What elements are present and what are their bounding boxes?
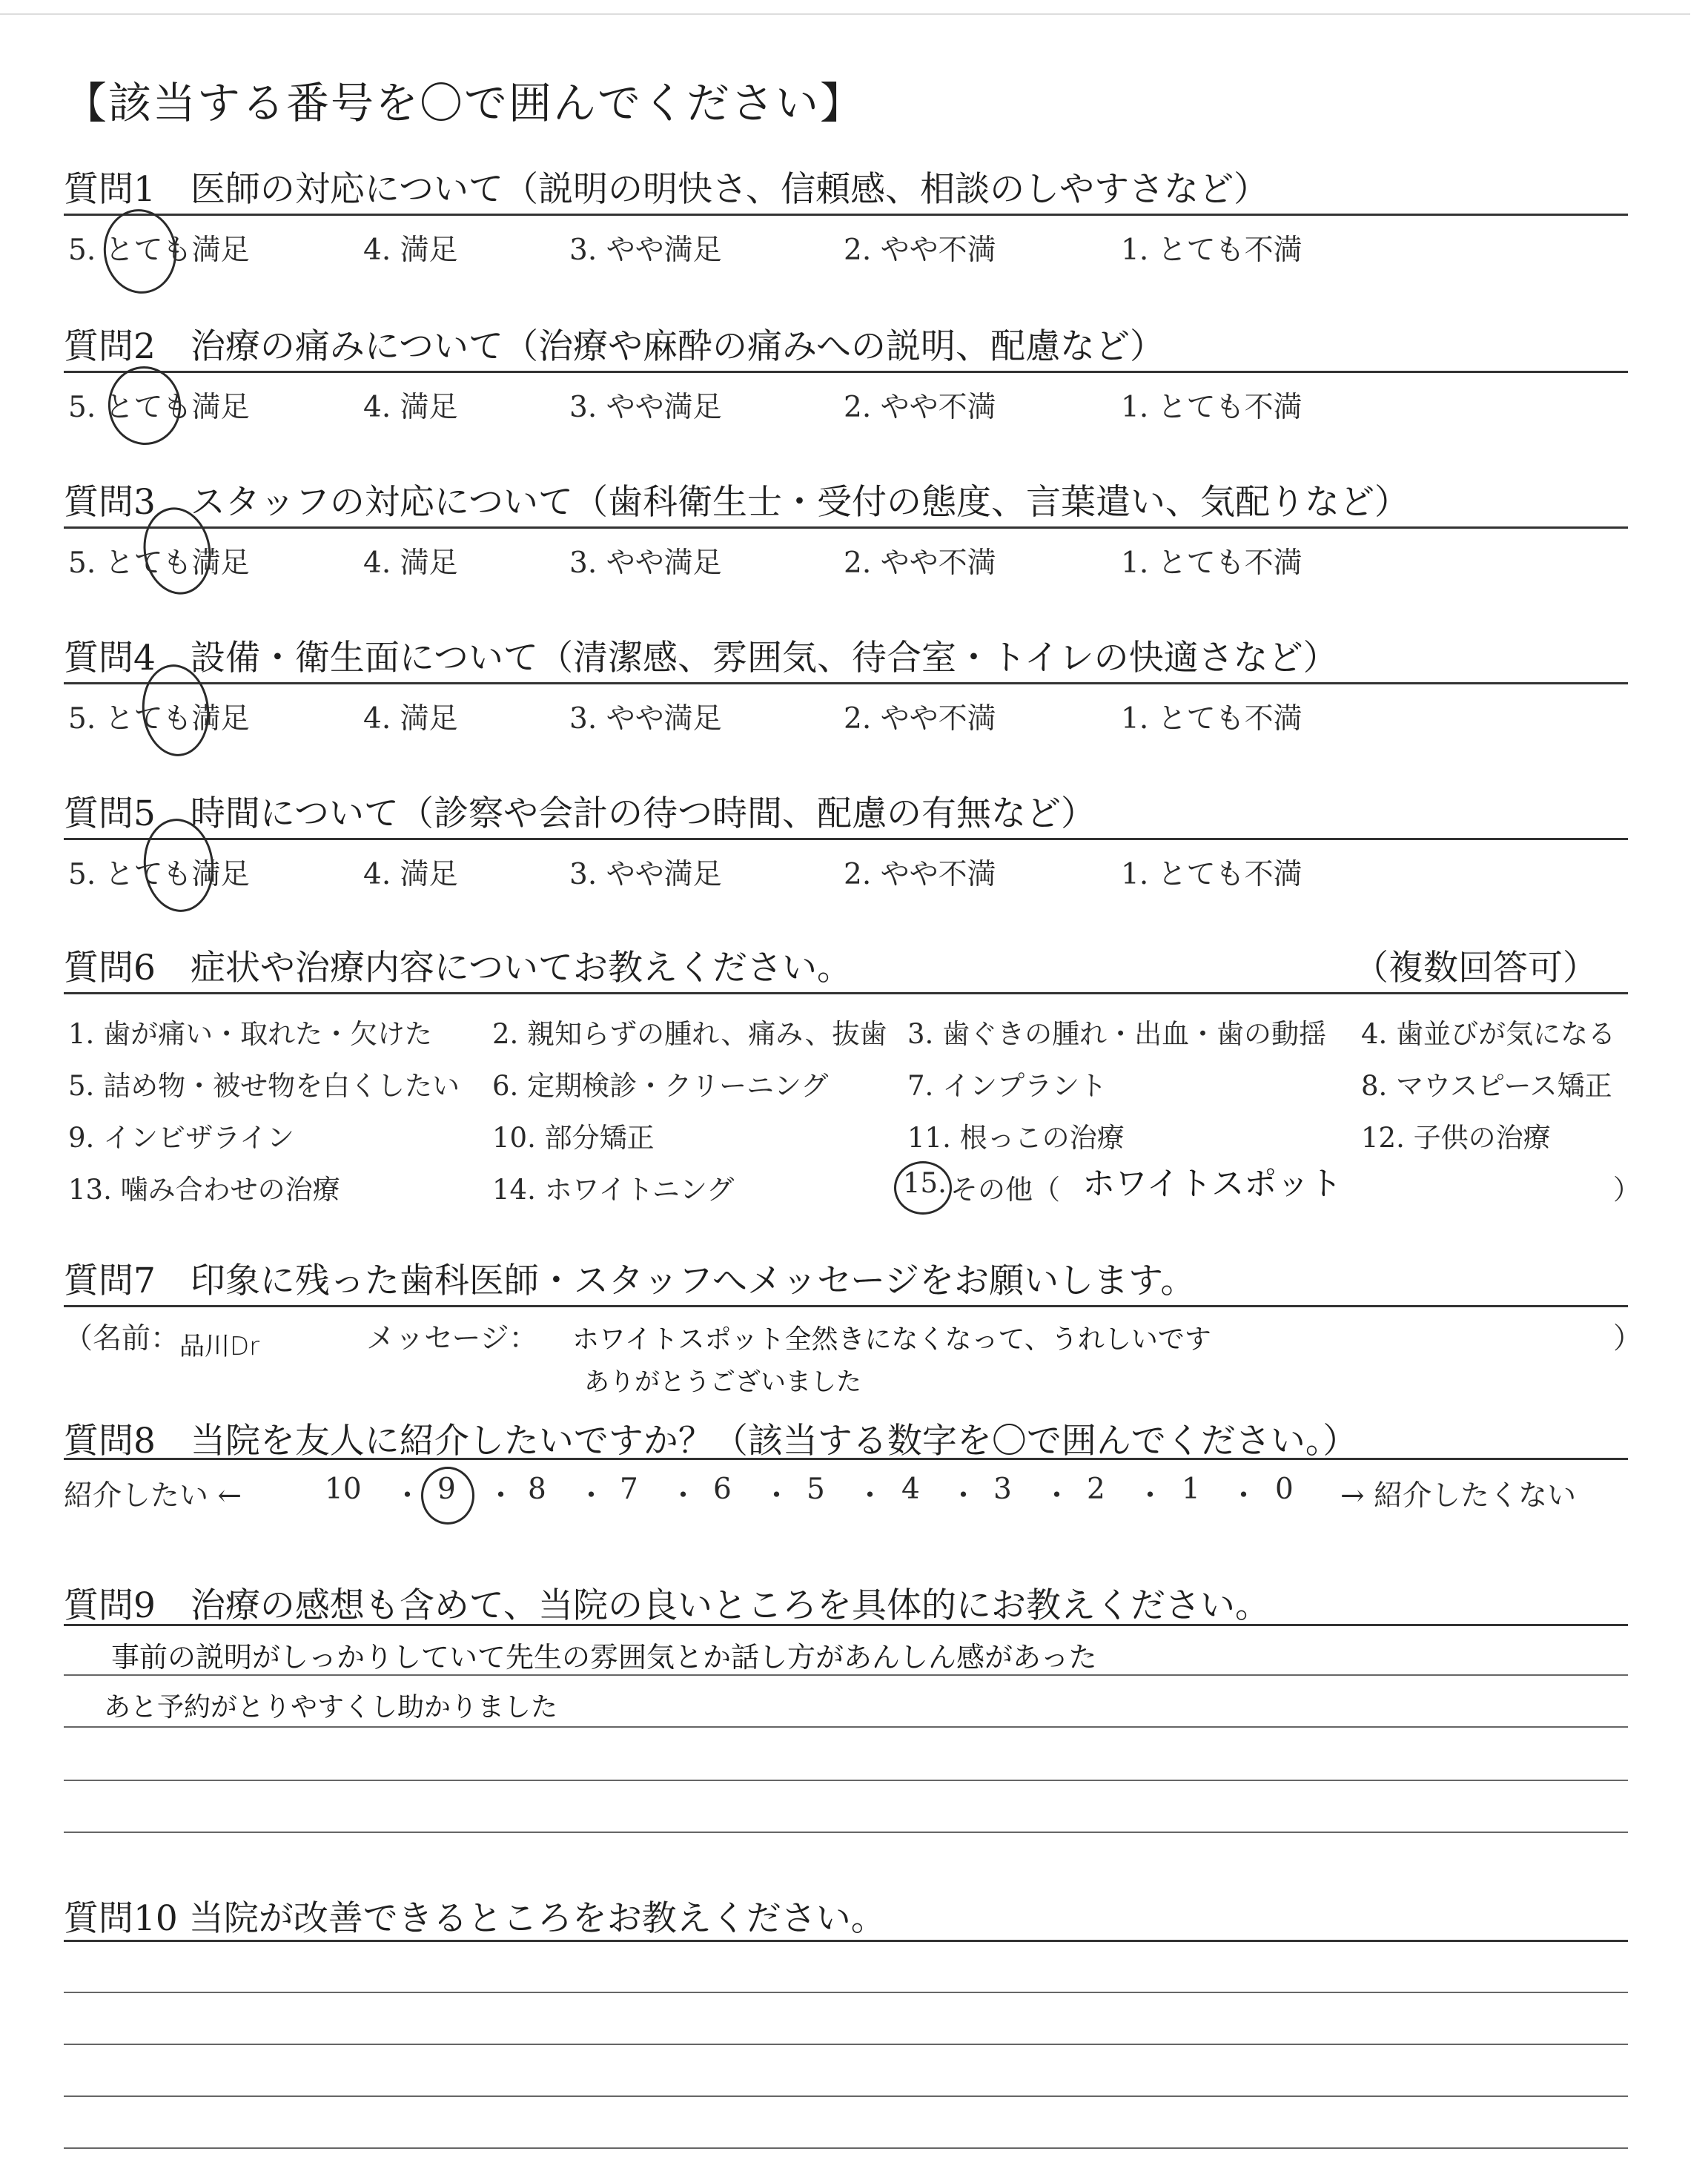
q7-name-written[interactable]: 品川Dr (179, 1332, 260, 1361)
q9-rule (64, 1624, 1628, 1626)
q9-answer-line (64, 1674, 1628, 1676)
q8-dot: ・ (669, 1479, 698, 1513)
q6-option-7[interactable]: 7. インプラント (907, 1070, 1108, 1102)
q6-option-13[interactable]: 13. 噛み合わせの治療 (68, 1174, 340, 1206)
q8-value-8[interactable]: 8 (528, 1473, 546, 1506)
q5-option-5[interactable]: 5. とても満足 (68, 858, 250, 891)
q9-answer-line2[interactable]: あと予約がとりやすくし助かりました (104, 1692, 558, 1723)
q8-value-9[interactable]: 9 (437, 1473, 456, 1506)
q6-option-8[interactable]: 8. マウスピース矯正 (1361, 1070, 1612, 1102)
q5-option-4[interactable]: 4. 満足 (363, 858, 458, 891)
q6-option-6[interactable]: 6. 定期検診・クリーニング (492, 1070, 829, 1102)
q9-answer-line1[interactable]: 事前の説明がしっかりしていて先生の雰囲気とか話し方があんしん感があった (111, 1641, 1097, 1674)
q8-value-10[interactable]: 10 (325, 1473, 362, 1506)
q6-option-15-close: ） (1613, 1174, 1641, 1206)
q4-option-2[interactable]: 2. やや不満 (844, 702, 996, 736)
q10-answer-line (64, 2095, 1628, 2097)
q3-option-5[interactable]: 5. とても満足 (68, 546, 250, 580)
q8-dot: ・ (1136, 1479, 1165, 1513)
q1-option-1[interactable]: 1. とても不満 (1121, 234, 1302, 267)
q6-title: 質問6 症状や治療内容についてお教えください。 (64, 948, 852, 988)
q10-answer-line (64, 1992, 1628, 1993)
q2-option-4[interactable]: 4. 満足 (363, 391, 458, 424)
q6-option-11[interactable]: 11. 根っこの治療 (907, 1122, 1125, 1154)
q6-option-1[interactable]: 1. 歯が痛い・取れた・欠けた (68, 1018, 433, 1050)
q8-right-label: → 紹介したくない (1340, 1479, 1577, 1513)
q4-title: 質問4 設備・衛生面について（清潔感、雰囲気、待合室・トイレの快適さなど） (64, 638, 1338, 678)
q1-rule (64, 214, 1628, 216)
q8-rule (64, 1458, 1628, 1460)
q3-option-4[interactable]: 4. 満足 (363, 546, 458, 580)
q4-option-4[interactable]: 4. 満足 (363, 702, 458, 736)
q5-option-3[interactable]: 3. やや満足 (569, 858, 722, 891)
q6-selection-circle (894, 1161, 952, 1215)
q3-option-2[interactable]: 2. やや不満 (844, 546, 996, 580)
q1-option-2[interactable]: 2. やや不満 (844, 234, 996, 267)
q1-option-4[interactable]: 4. 満足 (363, 234, 458, 267)
q4-option-3[interactable]: 3. やや満足 (569, 702, 722, 736)
q8-title: 質問8 当院を友人に紹介したいですか？（該当する数字を〇で囲んでください。） (64, 1421, 1358, 1462)
q9-answer-line (64, 1780, 1628, 1781)
q8-value-7[interactable]: 7 (620, 1473, 638, 1506)
q6-note: （複数回答可） (1354, 948, 1598, 988)
q5-option-1[interactable]: 1. とても不満 (1121, 858, 1302, 891)
q2-option-1[interactable]: 1. とても不満 (1121, 391, 1302, 424)
page-top-edge (0, 13, 1690, 15)
q6-option-5[interactable]: 5. 詰め物・被せ物を白くしたい (68, 1070, 460, 1102)
q10-answer-line (64, 2147, 1628, 2149)
q7-title: 質問7 印象に残った歯科医師・スタッフへメッセージをお願いします。 (64, 1261, 1196, 1301)
q5-option-2[interactable]: 2. やや不満 (844, 858, 996, 891)
q7-message-line2[interactable]: ありがとうございました (584, 1367, 861, 1397)
q10-rule (64, 1940, 1628, 1942)
q2-option-3[interactable]: 3. やや満足 (569, 391, 722, 424)
q8-dot: ・ (577, 1479, 606, 1513)
q7-message-label: メッセージ： (366, 1322, 538, 1355)
q8-dot: ・ (949, 1479, 979, 1513)
q3-title: 質問3 スタッフの対応について（歯科衛生士・受付の態度、言葉遣い、気配りなど） (64, 482, 1409, 523)
q6-rule (64, 992, 1628, 994)
q8-dot: ・ (393, 1479, 423, 1513)
q1-selection-circle (99, 205, 182, 299)
q6-option-14[interactable]: 14. ホワイトニング (492, 1174, 735, 1206)
q9-answer-line (64, 1726, 1628, 1728)
q5-rule (64, 838, 1628, 840)
q8-dot: ・ (1042, 1479, 1072, 1513)
q6-option-4[interactable]: 4. 歯並びが気になる (1361, 1018, 1616, 1050)
q8-left-label: 紹介したい ← (64, 1479, 242, 1513)
q8-value-4[interactable]: 4 (901, 1473, 920, 1506)
q4-rule (64, 682, 1628, 684)
q2-selection-circle (105, 363, 185, 449)
q8-value-6[interactable]: 6 (713, 1473, 732, 1506)
q6-option-9[interactable]: 9. インビザライン (68, 1122, 294, 1154)
q6-option-12[interactable]: 12. 子供の治療 (1361, 1122, 1551, 1154)
q8-dot: ・ (1229, 1479, 1259, 1513)
q3-option-3[interactable]: 3. やや満足 (569, 546, 722, 580)
q8-value-1[interactable]: 1 (1182, 1473, 1200, 1506)
q1-title: 質問1 医師の対応について（説明の明快さ、信頼感、相談のしやすさなど） (64, 169, 1269, 210)
q6-other-written[interactable]: ホワイトスポット (1082, 1165, 1343, 1203)
q8-value-0[interactable]: 0 (1275, 1473, 1294, 1506)
q5-title: 質問5 時間について（診察や会計の待つ時間、配慮の有無など） (64, 793, 1096, 834)
q6-option-15-number[interactable]: 15. (903, 1167, 947, 1199)
q8-selection-circle (421, 1467, 474, 1525)
q6-option-3[interactable]: 3. 歯ぐきの腫れ・出血・歯の動揺 (907, 1018, 1327, 1050)
q2-rule (64, 371, 1628, 373)
q6-option-2[interactable]: 2. 親知らずの腫れ、痛み、抜歯 (492, 1018, 887, 1050)
q7-message-line1[interactable]: ホワイトスポット全然きになくなって、うれしいです (572, 1324, 1211, 1355)
q8-value-5[interactable]: 5 (807, 1473, 825, 1506)
q8-dot: ・ (855, 1479, 885, 1513)
q1-option-3[interactable]: 3. やや満足 (569, 234, 722, 267)
q10-answer-line (64, 2044, 1628, 2045)
q6-option-10[interactable]: 10. 部分矯正 (492, 1122, 655, 1154)
q8-value-2[interactable]: 2 (1087, 1473, 1105, 1506)
q9-answer-line (64, 1832, 1628, 1833)
q6-option-15-label: その他（ (950, 1174, 1060, 1206)
q8-dot: ・ (486, 1479, 516, 1513)
q7-name-label: （名前： (64, 1322, 180, 1355)
form-header: 【該当する番号を〇で囲んでください】 (64, 78, 865, 128)
q7-close: ） (1613, 1322, 1643, 1355)
q1-option-5[interactable]: 5. とても満足 (68, 234, 250, 267)
q2-option-2[interactable]: 2. やや不満 (844, 391, 996, 424)
q2-option-5[interactable]: 5. とても満足 (68, 391, 250, 424)
q3-option-1[interactable]: 1. とても不満 (1121, 546, 1302, 580)
q3-rule (64, 526, 1628, 529)
q8-value-3[interactable]: 3 (993, 1473, 1012, 1506)
q4-option-5[interactable]: 5. とても満足 (68, 702, 250, 736)
q4-option-1[interactable]: 1. とても不満 (1121, 702, 1302, 736)
q10-title: 質問10 当院が改善できるところをお教えください。 (64, 1898, 886, 1939)
q9-title: 質問9 治療の感想も含めて、当院の良いところを具体的にお教えください。 (64, 1585, 1270, 1626)
q2-title: 質問2 治療の痛みについて（治療や麻酔の痛みへの説明、配慮など） (64, 326, 1165, 367)
q7-rule (64, 1305, 1628, 1307)
q8-dot: ・ (762, 1479, 792, 1513)
